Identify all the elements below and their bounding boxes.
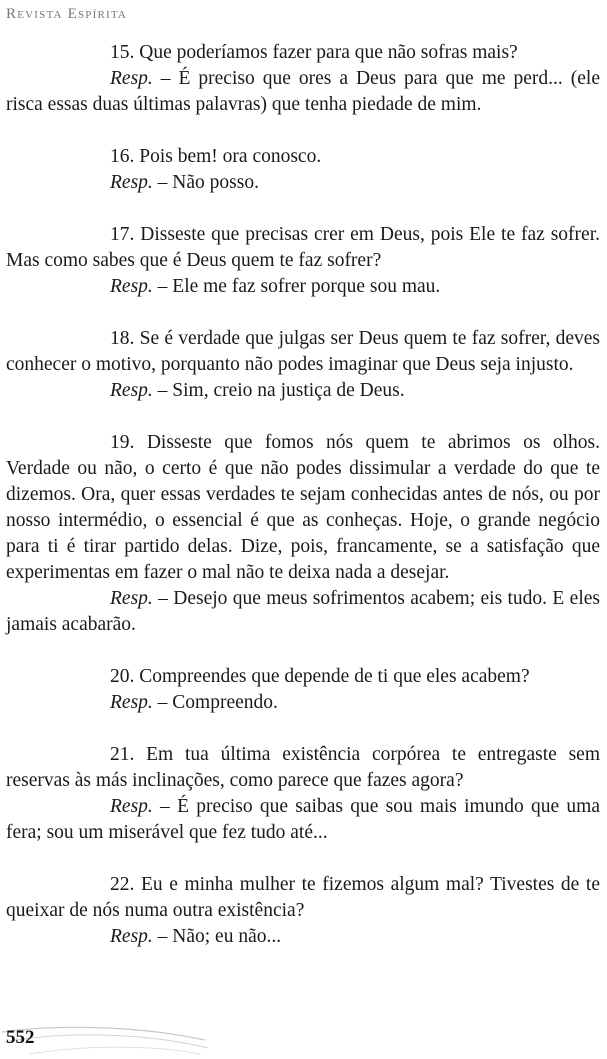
page-number: 552	[6, 1027, 35, 1048]
resp-label: Resp.	[110, 926, 153, 947]
answer-16	[6, 170, 600, 196]
question-18: 18. Se é verdade que julgas ser Deus quem te faz sofrer, deves conhecer o motivo, porquanto não podes imaginar que Deus seja injusto.	[6, 328, 600, 375]
question-15: 15. Que poderíamos fazer para que não sofras mais?	[110, 42, 518, 63]
answer-text: – Ele me faz sofrer porque sou mau.	[152, 276, 441, 297]
resp-label: Resp.	[110, 588, 153, 609]
question-20: 20. Compreendes que depende de ti que eles acabem?	[110, 666, 530, 687]
answer-18	[6, 378, 600, 404]
qa-entry-15	[6, 40, 600, 118]
answer-21	[6, 794, 600, 846]
answer-19	[6, 586, 600, 638]
answer-text: – Desejo que meus sofrimentos acabem; eis tudo. E eles jamais acabarão.	[6, 588, 600, 635]
answer-text: – Compreendo.	[152, 692, 278, 713]
page-body	[6, 40, 600, 976]
answer-text: – Não; eu não...	[152, 926, 282, 947]
answer-text: – Sim, creio na justiça de Deus.	[152, 380, 405, 401]
resp-label: Resp.	[110, 68, 153, 89]
answer-text: – É preciso que saibas que sou mais imundo que uma fera; sou um miserável que fez tudo até...	[6, 796, 600, 843]
qa-entry-16	[6, 144, 600, 196]
qa-entry-18	[6, 326, 600, 404]
question-21: 21. Em tua última existência corpórea te entregaste sem reservas às más inclinações, como parece que fazes agora?	[6, 744, 600, 791]
question-22: 22. Eu e minha mulher te fizemos algum mal? Tivestes de te queixar de nós numa outra existência?	[6, 874, 600, 921]
qa-entry-20	[6, 664, 600, 716]
answer-20	[6, 690, 600, 716]
question-19: 19. Disseste que fomos nós quem te abrimos os olhos. Verdade ou não, o certo é que não podes dissimular a verdade do que te dizemos. Ora, quer essas verdades te sejam conhecidas antes de nós, ou por nosso intermédio, o essencial é que as conheças. Hoje, o grande negócio para ti é tirar partido delas. Dize, pois, francamente, se a satisfação que experimentas em fazer o mal não te deixa nada a desejar.	[6, 432, 600, 583]
resp-label: Resp.	[110, 692, 153, 713]
answer-text: – É preciso que ores a Deus para que me perd... (ele risca essas duas últimas palavras) que tenha piedade de mim.	[6, 68, 600, 115]
answer-22	[6, 924, 600, 950]
resp-label: Resp.	[110, 172, 153, 193]
resp-label: Resp.	[110, 796, 153, 817]
question-16: 16. Pois bem! ora conosco.	[110, 146, 322, 167]
qa-entry-22	[6, 872, 600, 950]
question-17: 17. Disseste que precisas crer em Deus, pois Ele te faz sofrer. Mas como sabes que é Deus quem te faz sofrer?	[6, 224, 600, 271]
answer-17	[6, 274, 600, 300]
qa-entry-21	[6, 742, 600, 846]
qa-entry-17	[6, 222, 600, 300]
running-header: Revista Espírita	[6, 6, 128, 22]
qa-entry-19	[6, 430, 600, 638]
answer-text: – Não posso.	[152, 172, 259, 193]
resp-label: Resp.	[110, 380, 153, 401]
resp-label: Resp.	[110, 276, 153, 297]
answer-15	[6, 66, 600, 118]
